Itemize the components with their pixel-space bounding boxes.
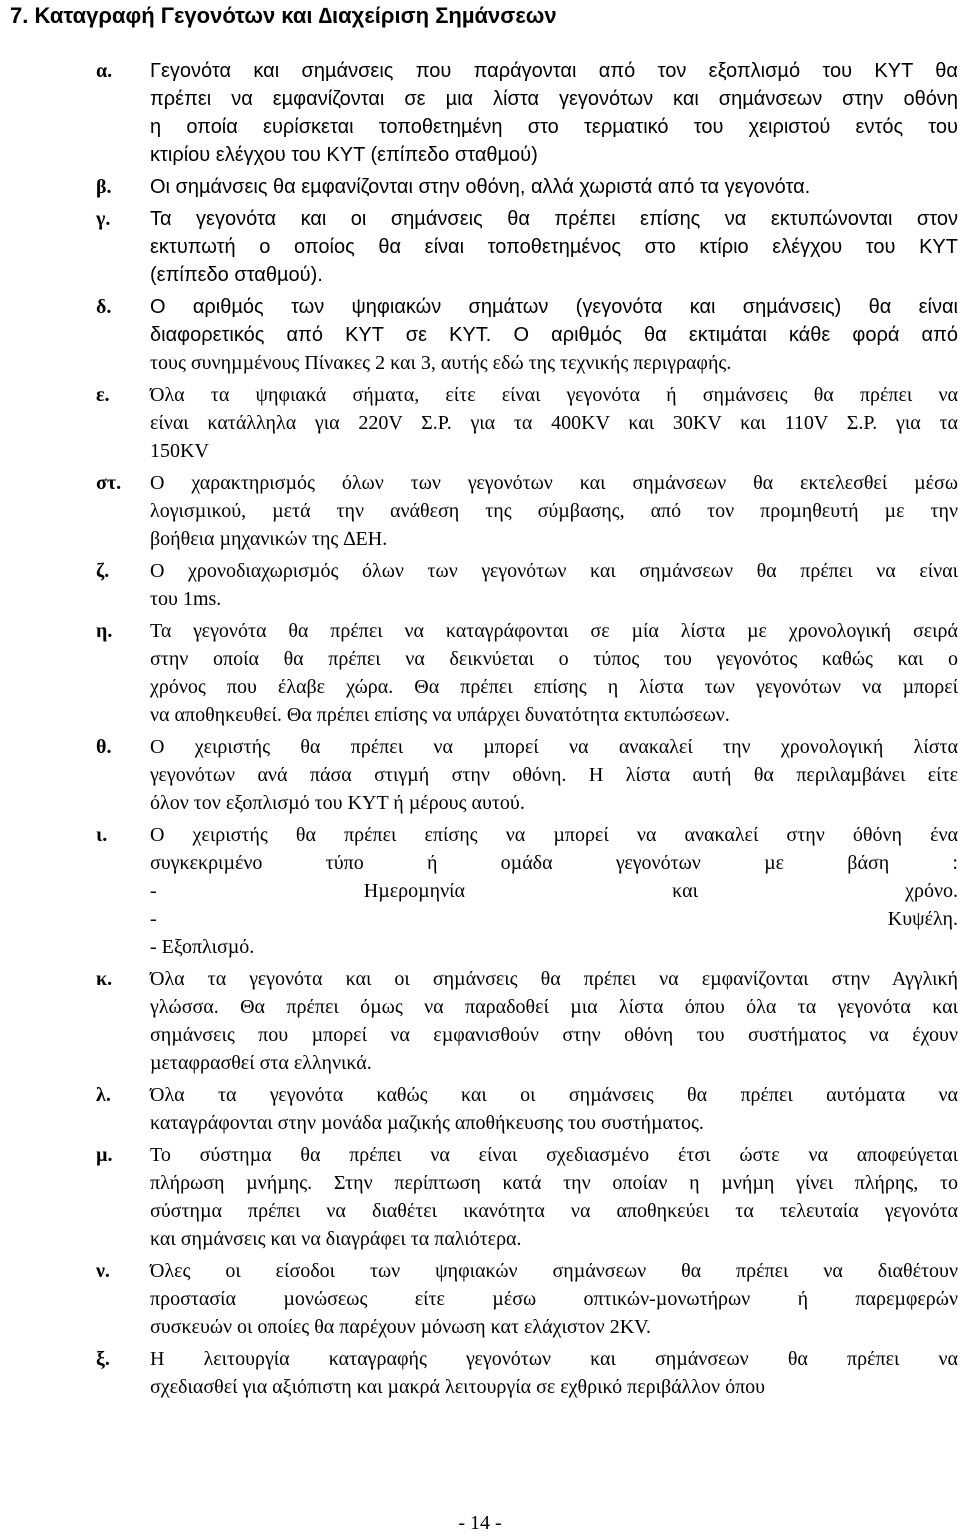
text-line: προστασία µονώσεως είτε µέσω οπτικών-µονωτήρων ή παρεµφερών (150, 1288, 958, 1310)
text-line: του 1ms. (150, 588, 222, 610)
text-line: - Ηµεροµηνία και χρόνο. (150, 880, 958, 902)
list-item-text (150, 965, 958, 1077)
list-item (96, 1257, 958, 1341)
text-line: Ο χρονοδιαχωρισµός όλων των γεγονότων και σηµάνσεων θα πρέπει να είναι (150, 560, 958, 582)
list-item (96, 469, 958, 553)
list-item (96, 617, 958, 729)
list-item-marker: α. (96, 60, 113, 82)
list-item-text (150, 469, 958, 553)
list-item-marker: δ. (96, 296, 112, 318)
list-item-text (150, 1345, 958, 1401)
list-item-marker: ν. (96, 1260, 110, 1282)
list-item-marker: λ. (96, 1084, 111, 1106)
list-item (96, 557, 958, 613)
list-item-text (150, 821, 958, 961)
text-line: σηµάνσεις που µπορεί να εµφανισθούν στην οθόνη του συστήµατος να έχουν (150, 1024, 958, 1046)
text-line: πρέπει να εµφανίζονται σε µια λίστα γεγονότων και σηµάνσεων στην οθόνη (150, 88, 958, 110)
text-line: Το σύστηµα θα πρέπει να είναι σχεδιασµένο έτσι ώστε να αποφεύγεται (150, 1144, 958, 1166)
text-line: καταγράφονται στην µονάδα µαζικής αποθήκευσης του συστήµατος. (150, 1112, 704, 1134)
text-line: λογισµικού, µετά την ανάθεση της σύµβασης, από τον προµηθευτή µε την (150, 500, 958, 522)
text-line: όλον τον εξοπλισµό του ΚΥΤ ή µέρους αυτού. (150, 792, 525, 814)
text-line: τους συνηµµένους Πίνακες 2 και 3, αυτής εδώ της τεχνικής περιγραφής. (150, 352, 732, 374)
text-line: µεταφρασθεί στα ελληνικά. (150, 1052, 372, 1074)
list-item-text (150, 57, 958, 169)
list-item-text (150, 173, 958, 201)
list-item-marker: ι. (96, 824, 108, 846)
list-item-text (150, 557, 958, 613)
list-item-text (150, 733, 958, 817)
list-item-text (150, 205, 958, 289)
list-item (96, 733, 958, 817)
text-line: η οποία ευρίσκεται τοποθετηµένη στο τερµατικό του χειριστού εντός του (150, 116, 958, 138)
list-item (96, 293, 958, 377)
list-item-marker: γ. (96, 208, 111, 230)
text-line: συσκευών οι οποίες θα παρέχουν µόνωση κατ ελάχιστον 2KV. (150, 1316, 652, 1338)
text-line: συγκεκριµένο τύπο ή οµάδα γεγονότων µε βάση : (150, 852, 958, 874)
text-line: πλήρωση µνήµης. Στην περίπτωση κατά την οποίαν η µνήµη γίνει πλήρης, το (150, 1172, 958, 1194)
list-item (96, 1081, 958, 1137)
text-line: - Κυψέλη. (150, 908, 958, 930)
list-item-text (150, 1257, 958, 1341)
text-line: Γεγονότα και σηµάνσεις που παράγονται από τον εξοπλισµό του ΚΥΤ θα (150, 60, 958, 82)
list-item-marker: θ. (96, 736, 112, 758)
text-line: βοήθεια µηχανικών της ∆ΕΗ. (150, 528, 388, 550)
text-line: Όλες οι είσοδοι των ψηφιακών σηµάνσεων θα πρέπει να διαθέτουν (150, 1260, 958, 1282)
list-item (96, 1141, 958, 1253)
list-item-marker: ζ. (96, 560, 110, 582)
list-item-marker: ξ. (96, 1348, 110, 1370)
text-line: (επίπεδο σταθµού). (150, 264, 323, 286)
text-line: γλώσσα. Θα πρέπει όµως να παραδοθεί µια λίστα όπου όλα τα γεγονότα και (150, 996, 958, 1018)
list-item-marker: στ. (96, 472, 122, 494)
page-number: - 14 - (458, 1512, 502, 1534)
requirements-list (96, 57, 958, 1401)
text-line: Όλα τα γεγονότα καθώς και οι σηµάνσεις θα πρέπει αυτόµατα να (150, 1084, 958, 1106)
list-item-marker: µ. (96, 1144, 113, 1166)
text-line: Όλα τα γεγονότα και οι σηµάνσεις θα πρέπει να εµφανίζονται στην Αγγλική (150, 968, 958, 990)
text-line: Οι σηµάνσεις θα εµφανίζονται στην οθόνη, αλλά χωριστά από τα γεγονότα. (150, 176, 811, 198)
list-item-text (150, 617, 958, 729)
list-item (96, 965, 958, 1077)
text-line: κτιρίου ελέγχου του ΚΥΤ (επίπεδο σταθµού) (150, 144, 538, 166)
text-line: να αποθηκευθεί. Θα πρέπει επίσης να υπάρχει δυνατότητα εκτυπώσεων. (150, 704, 730, 726)
text-line: - Εξοπλισµό. (150, 936, 255, 958)
list-item (96, 173, 958, 201)
text-line: Τα γεγονότα θα πρέπει να καταγράφονται σε µία λίστα µε χρονολογική σειρά (150, 620, 958, 642)
text-line: Ο χαρακτηρισµός όλων των γεγονότων και σηµάνσεων θα εκτελεσθεί µέσω (150, 472, 958, 494)
text-line: Ο χειριστής θα πρέπει επίσης να µπορεί να ανακαλεί στην όθόνη ένα (150, 824, 958, 846)
text-line: γεγονότων ανά πάσα στιγµή στην οθόνη. Η λίστα αυτή θα περιλαµβάνει είτε (150, 764, 958, 786)
list-item (96, 57, 958, 169)
text-line: χρόνος που έλαβε χώρα. Θα πρέπει επίσης η λίστα των γεγονότων να µπορεί (150, 676, 958, 698)
text-line: και σηµάνσεις και να διαγράφει τα παλιότερα. (150, 1228, 522, 1250)
list-item-marker: η. (96, 620, 113, 642)
list-item-text (150, 1081, 958, 1137)
list-item (96, 821, 958, 961)
list-item (96, 205, 958, 289)
text-line: Όλα τα ψηφιακά σήµατα, είτε είναι γεγονότα ή σηµάνσεις θα πρέπει να (150, 384, 958, 406)
text-line: Η λειτουργία καταγραφής γεγονότων και σηµάνσεων θα πρέπει να (150, 1348, 958, 1370)
text-line: σχεδιασθεί για αξιόπιστη και µακρά λειτουργία σε εχθρικό περιβάλλον όπου (150, 1376, 766, 1398)
list-item-text (150, 381, 958, 465)
list-item-text (150, 293, 958, 377)
text-line: Ο χειριστής θα πρέπει να µπορεί να ανακαλεί την χρονολογική λίστα (150, 736, 958, 758)
list-item-text (150, 1141, 958, 1253)
list-item (96, 1345, 958, 1401)
text-line: Ο αριθµός των ψηφιακών σηµάτων (γεγονότα και σηµάνσεις) θα είναι (150, 296, 958, 318)
text-line: στην οποία θα πρέπει να δεικνύεται ο τύπος του γεγονότος καθώς και ο (150, 648, 958, 670)
list-item-marker: β. (96, 176, 112, 198)
list-item (96, 381, 958, 465)
text-line: 150KV (150, 440, 209, 462)
text-line: είναι κατάλληλα για 220V Σ.Ρ. για τα 400KV και 30KV και 110V Σ.Ρ. για τα (150, 412, 958, 434)
text-line: Τα γεγονότα και οι σηµάνσεις θα πρέπει επίσης να εκτυπώνονται στον (150, 208, 958, 230)
list-item-marker: κ. (96, 968, 113, 990)
text-line: σύστηµα πρέπει να διαθέτει ικανότητα να αποθηκεύει τα τελευταία γεγονότα (150, 1200, 958, 1222)
section-heading: 7. Καταγραφή Γεγονότων και ∆ιαχείριση Σηµάνσεων (10, 3, 557, 28)
text-line: εκτυπωτή ο οποίος θα είναι τοποθετηµένος στο κτίριο ελέγχου του ΚΥΤ (150, 236, 958, 258)
list-item-marker: ε. (96, 384, 110, 406)
text-line: διαφορετικός από ΚΥΤ σε ΚΥΤ. Ο αριθµός θα εκτιµάται κάθε φορά από (150, 324, 958, 346)
